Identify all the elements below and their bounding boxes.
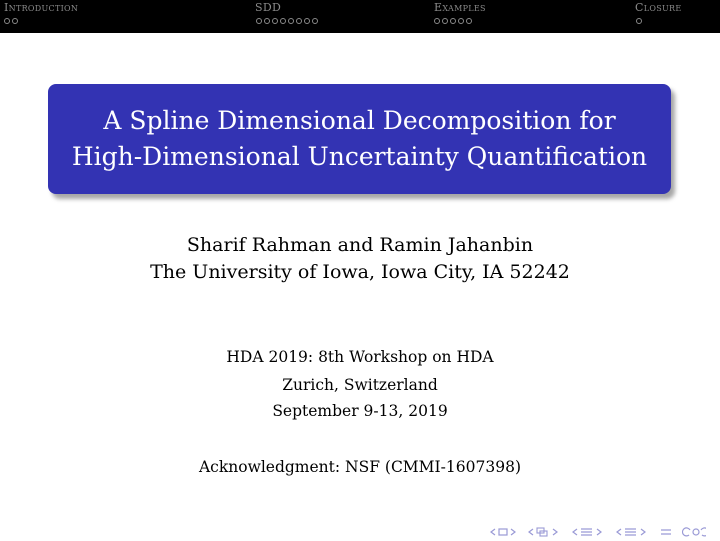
nav-section-examples[interactable] <box>360 0 540 33</box>
nav-section-label: Introduction <box>4 1 79 14</box>
acknowledgment: Acknowledgment: NSF (CMMI-1607398) <box>198 458 521 476</box>
affiliation: The University of Iowa, Iowa City, IA 52242 <box>150 261 570 283</box>
nav-section-dots <box>434 18 472 24</box>
subsection-dot[interactable] <box>272 18 278 24</box>
subsection-dot[interactable] <box>12 18 18 24</box>
nav-section-label: Examples <box>434 1 486 14</box>
event-dates: September 9-13, 2019 <box>272 402 448 420</box>
prev-next-subsection-icon[interactable] <box>528 527 562 537</box>
nav-section-dots <box>4 18 18 24</box>
subsection-dot[interactable] <box>442 18 448 24</box>
subsection-dot[interactable] <box>264 18 270 24</box>
section-navigation-bar <box>0 0 720 33</box>
subsection-dot[interactable] <box>256 18 262 24</box>
subsection-dot[interactable] <box>280 18 286 24</box>
subsection-dot[interactable] <box>304 18 310 24</box>
beamer-navigation-controls <box>490 527 706 537</box>
authors: Sharif Rahman and Ramin Jahanbin <box>186 234 534 256</box>
nav-section-label: Closure <box>635 1 682 14</box>
subsection-dot[interactable] <box>466 18 472 24</box>
search-undo-icon[interactable] <box>682 527 706 537</box>
nav-section-closure[interactable] <box>540 0 720 33</box>
prev-next-part-icon[interactable] <box>616 527 650 537</box>
nav-section-dots <box>636 18 642 24</box>
subsection-dot[interactable] <box>288 18 294 24</box>
subsection-dot[interactable] <box>636 18 642 24</box>
nav-section-label: SDD <box>255 1 282 14</box>
event-location: Zurich, Switzerland <box>282 376 438 394</box>
prev-next-section-icon[interactable] <box>572 527 606 537</box>
nav-section-sdd[interactable] <box>180 0 360 33</box>
subsection-dot[interactable] <box>434 18 440 24</box>
title-line-2: High-Dimensional Uncertainty Quantification <box>71 142 648 171</box>
title-box <box>48 84 671 194</box>
subsection-dot[interactable] <box>312 18 318 24</box>
title-line-1: A Spline Dimensional Decomposition for <box>103 106 616 135</box>
appendix-icon[interactable] <box>660 527 672 537</box>
nav-section-introduction[interactable] <box>0 0 180 33</box>
subsection-dot[interactable] <box>296 18 302 24</box>
event-name: HDA 2019: 8th Workshop on HDA <box>226 348 494 366</box>
subsection-dot[interactable] <box>450 18 456 24</box>
subsection-dot[interactable] <box>458 18 464 24</box>
prev-next-frame-icon[interactable] <box>490 527 518 537</box>
subsection-dot[interactable] <box>4 18 10 24</box>
nav-section-dots <box>256 18 318 24</box>
